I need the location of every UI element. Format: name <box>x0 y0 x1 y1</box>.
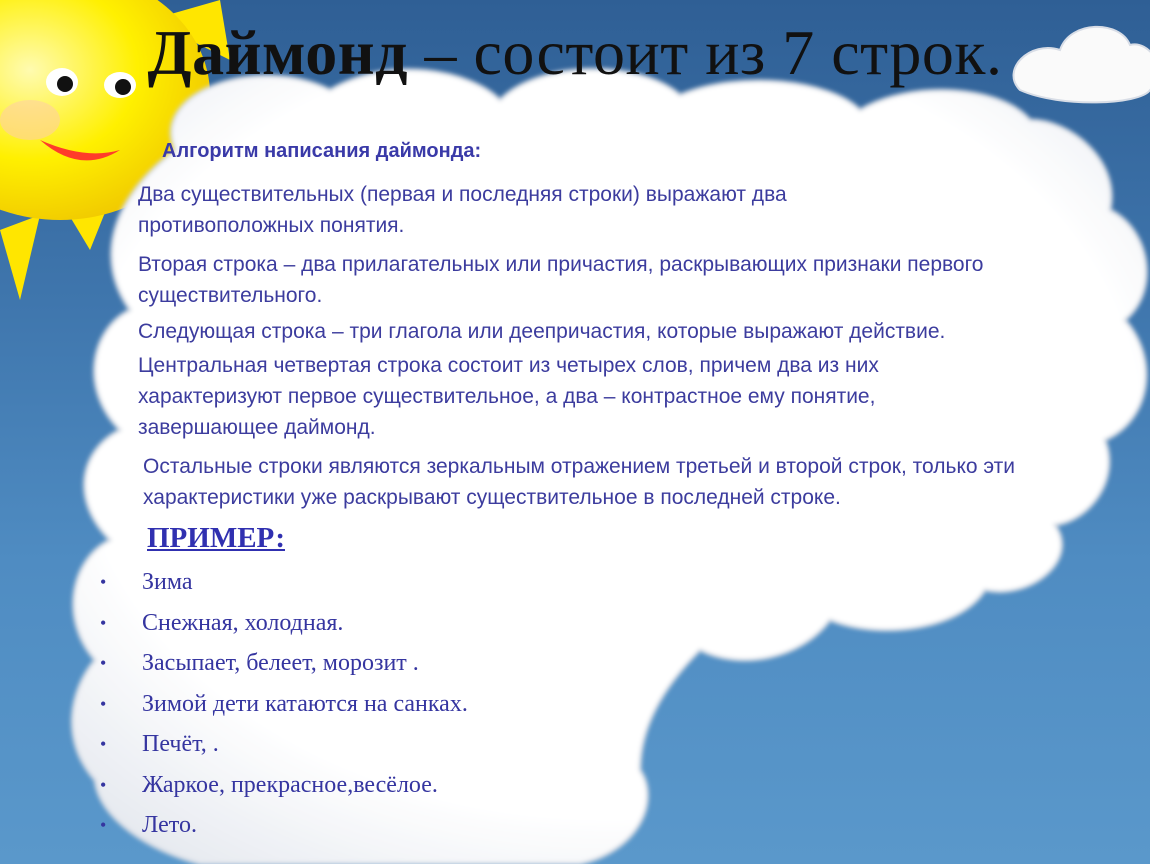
list-item: • Зима <box>100 563 468 604</box>
paragraph-2: Вторая строка – два прилагательных или причастия, раскрывающих признаки первого существительного. <box>138 253 984 307</box>
list-item: • Лето. <box>100 806 468 847</box>
bullet-icon: • <box>100 734 107 754</box>
paragraph-3: Следующая строка – три глагола или деепричастия, которые выражают действие. <box>138 320 946 343</box>
bullet-icon: • <box>100 653 107 673</box>
list-item: • Зимой дети катаются на санках. <box>100 685 468 726</box>
title-rest: – состоит из 7 строк. <box>407 17 1003 88</box>
bullet-icon: • <box>100 774 107 795</box>
algorithm-heading: Алгоритм написания даймонда: <box>162 140 482 162</box>
page-title <box>0 18 1150 88</box>
example-heading: ПРИМЕР: <box>147 522 285 554</box>
bullet-icon: • <box>100 572 107 592</box>
example-list <box>100 563 468 847</box>
list-item: • Снежная, холодная. <box>100 604 468 645</box>
paragraph-5: Остальные строки являются зеркальным отражением третьей и второй строк, только эти характеристики уже раскрывают существительное в последней строке. <box>143 455 1016 509</box>
list-item: • Печёт, . <box>100 725 468 766</box>
title-keyword: Даймонд <box>147 17 408 88</box>
bullet-icon: • <box>100 693 107 714</box>
paragraph-1: Два существительных (первая и последняя строки) выражают два противоположных понятия. <box>138 183 787 237</box>
bullet-icon: • <box>100 612 107 633</box>
list-item: • Засыпает, белеет, морозит . <box>100 644 468 685</box>
bullet-icon: • <box>100 815 107 835</box>
paragraph-4: Центральная четвертая строка состоит из четырех слов, причем два из них характеризуют первое существительное, а два – контрастное ему понятие, завершающее даймонд. <box>138 354 879 439</box>
list-item: • Жаркое, прекрасное,весёлое. <box>100 766 468 807</box>
